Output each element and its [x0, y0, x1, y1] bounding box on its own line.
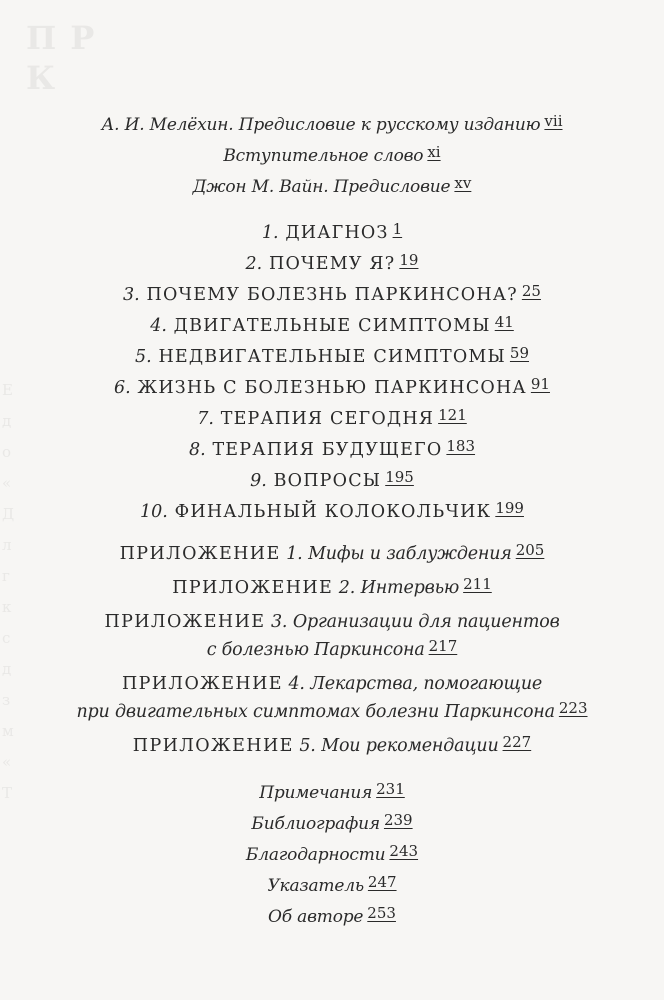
appendix-title: Интервью — [360, 578, 460, 598]
toc-entry-chapter-10[interactable] — [0, 497, 664, 528]
entry-title: Вступительное слово — [223, 146, 424, 166]
chapter-number: 2. — [245, 254, 263, 274]
chapter-number: 6. — [114, 378, 131, 398]
toc-entry-appendix-2[interactable] — [0, 574, 664, 602]
chapter-title: ДВИГАТЕЛЬНЫЕ СИМПТОМЫ — [173, 316, 491, 336]
page-number: 211 — [463, 575, 492, 593]
chapter-title: ДИАГНОЗ — [285, 223, 389, 243]
chapter-title: НЕДВИГАТЕЛЬНЫЕ СИМПТОМЫ — [158, 347, 506, 367]
page-number: 25 — [521, 282, 541, 300]
appendices-section — [0, 540, 664, 760]
page-number: 247 — [367, 873, 397, 891]
appendix-number: 4. — [288, 674, 305, 694]
chapter-title: ПОЧЕМУ Я? — [269, 254, 396, 274]
appendix-title-continued: при двигательных симптомах болезни Паркинсона — [76, 702, 555, 722]
appendix-title: Мои рекомендации — [321, 736, 499, 756]
page-number: 19 — [399, 251, 419, 269]
page-number: 253 — [367, 904, 396, 922]
chapter-number: 7. — [197, 409, 214, 429]
entry-title: Библиография — [251, 814, 380, 834]
toc-entry-notes[interactable] — [0, 778, 664, 809]
chapter-number: 9. — [250, 471, 267, 491]
bleed-through-text: Е д о « Д л г к с д з м « Т — [2, 381, 15, 802]
chapter-number: 3. — [123, 285, 140, 305]
page-number: 223 — [558, 699, 588, 717]
page-number: 199 — [495, 499, 524, 517]
toc-entry-index[interactable] — [0, 871, 664, 902]
chapter-number: 5. — [134, 347, 152, 367]
toc-entry-chapter-7[interactable] — [0, 404, 664, 435]
toc-entry-preface[interactable] — [0, 172, 664, 203]
toc-entry-preface-russian[interactable] — [0, 110, 664, 141]
page-number: 59 — [509, 344, 530, 362]
toc-entry-chapter-8[interactable] — [0, 435, 664, 466]
toc-entry-acknowledgements[interactable] — [0, 840, 664, 871]
entry-title: А. И. Мелёхин. Предисловие к русскому изданию — [101, 115, 541, 135]
toc-entry-chapter-4[interactable] — [0, 311, 664, 342]
toc-entry-appendix-5[interactable] — [0, 732, 664, 760]
appendix-number: 2. — [338, 578, 356, 598]
page-number: xi — [427, 143, 441, 161]
page-number: 91 — [530, 375, 550, 393]
toc-entry-chapter-2[interactable] — [0, 249, 664, 280]
page-number: 195 — [385, 468, 414, 486]
toc-entry-bibliography[interactable] — [0, 809, 664, 840]
chapter-title: ЖИЗНЬ С БОЛЕЗНЬЮ ПАРКИНСОНА — [137, 378, 527, 398]
appendix-label: ПРИЛОЖЕНИЕ — [104, 612, 266, 632]
toc-entry-chapter-1[interactable] — [0, 218, 664, 249]
page-number: vii — [544, 112, 563, 130]
appendix-number: 1. — [286, 544, 303, 564]
table-of-contents — [0, 110, 664, 933]
appendix-title: Организации для пациентов — [292, 612, 560, 632]
toc-entry-introduction[interactable] — [0, 141, 664, 172]
page-number: xv — [454, 174, 472, 192]
toc-entry-about-author[interactable] — [0, 902, 664, 933]
back-matter-section — [0, 778, 664, 933]
appendix-number: 3. — [271, 612, 288, 632]
chapter-number: 1. — [261, 223, 279, 243]
chapter-title: ТЕРАПИЯ БУДУЩЕГО — [212, 440, 443, 460]
chapter-title: ТЕРАПИЯ СЕГОДНЯ — [220, 409, 435, 429]
appendix-label: ПРИЛОЖЕНИЕ — [121, 674, 283, 694]
appendix-label: ПРИЛОЖЕНИЕ — [172, 578, 334, 598]
page-number: 231 — [376, 780, 405, 798]
page-number: 227 — [502, 733, 532, 751]
entry-title: Джон М. Вайн. Предисловие — [192, 177, 451, 197]
entry-title: Указатель — [267, 876, 364, 896]
appendix-label: ПРИЛОЖЕНИЕ — [132, 736, 294, 756]
front-matter-section — [0, 110, 664, 203]
appendix-title: Лекарства, помогающие — [310, 674, 543, 694]
appendix-number: 5. — [299, 736, 316, 756]
toc-entry-chapter-3[interactable] — [0, 280, 664, 311]
appendix-title-continued: с болезнью Паркинсона — [206, 640, 425, 660]
appendix-label: ПРИЛОЖЕНИЕ — [119, 544, 281, 564]
page-number: 205 — [515, 541, 545, 559]
toc-entry-appendix-1[interactable] — [0, 540, 664, 568]
chapter-number: 8. — [188, 440, 206, 460]
toc-entry-appendix-4[interactable] — [0, 670, 664, 726]
toc-entry-chapter-6[interactable] — [0, 373, 664, 404]
toc-entry-appendix-3[interactable] — [0, 608, 664, 664]
chapter-title: ФИНАЛЬНЫЙ КОЛОКОЛЬЧИК — [174, 502, 492, 522]
bleed-through-heading: ПР К — [26, 19, 109, 97]
page-number: 41 — [494, 313, 514, 331]
page-number: 183 — [446, 437, 476, 455]
toc-entry-chapter-9[interactable] — [0, 466, 664, 497]
entry-title: Благодарности — [245, 845, 386, 865]
page-number: 243 — [389, 842, 419, 860]
appendix-title: Мифы и заблуждения — [308, 544, 512, 564]
chapter-number: 4. — [150, 316, 167, 336]
page-number: 239 — [383, 811, 413, 829]
chapters-section — [0, 218, 664, 528]
page-number: 217 — [428, 637, 458, 655]
entry-title: Примечания — [259, 783, 373, 803]
chapter-title: ПОЧЕМУ БОЛЕЗНЬ ПАРКИНСОНА? — [146, 285, 518, 305]
chapter-title: ВОПРОСЫ — [273, 471, 382, 491]
toc-entry-chapter-5[interactable] — [0, 342, 664, 373]
page-number: 1 — [392, 220, 403, 238]
page-number: 121 — [438, 406, 467, 424]
chapter-number: 10. — [140, 502, 168, 522]
entry-title: Об авторе — [268, 907, 364, 927]
